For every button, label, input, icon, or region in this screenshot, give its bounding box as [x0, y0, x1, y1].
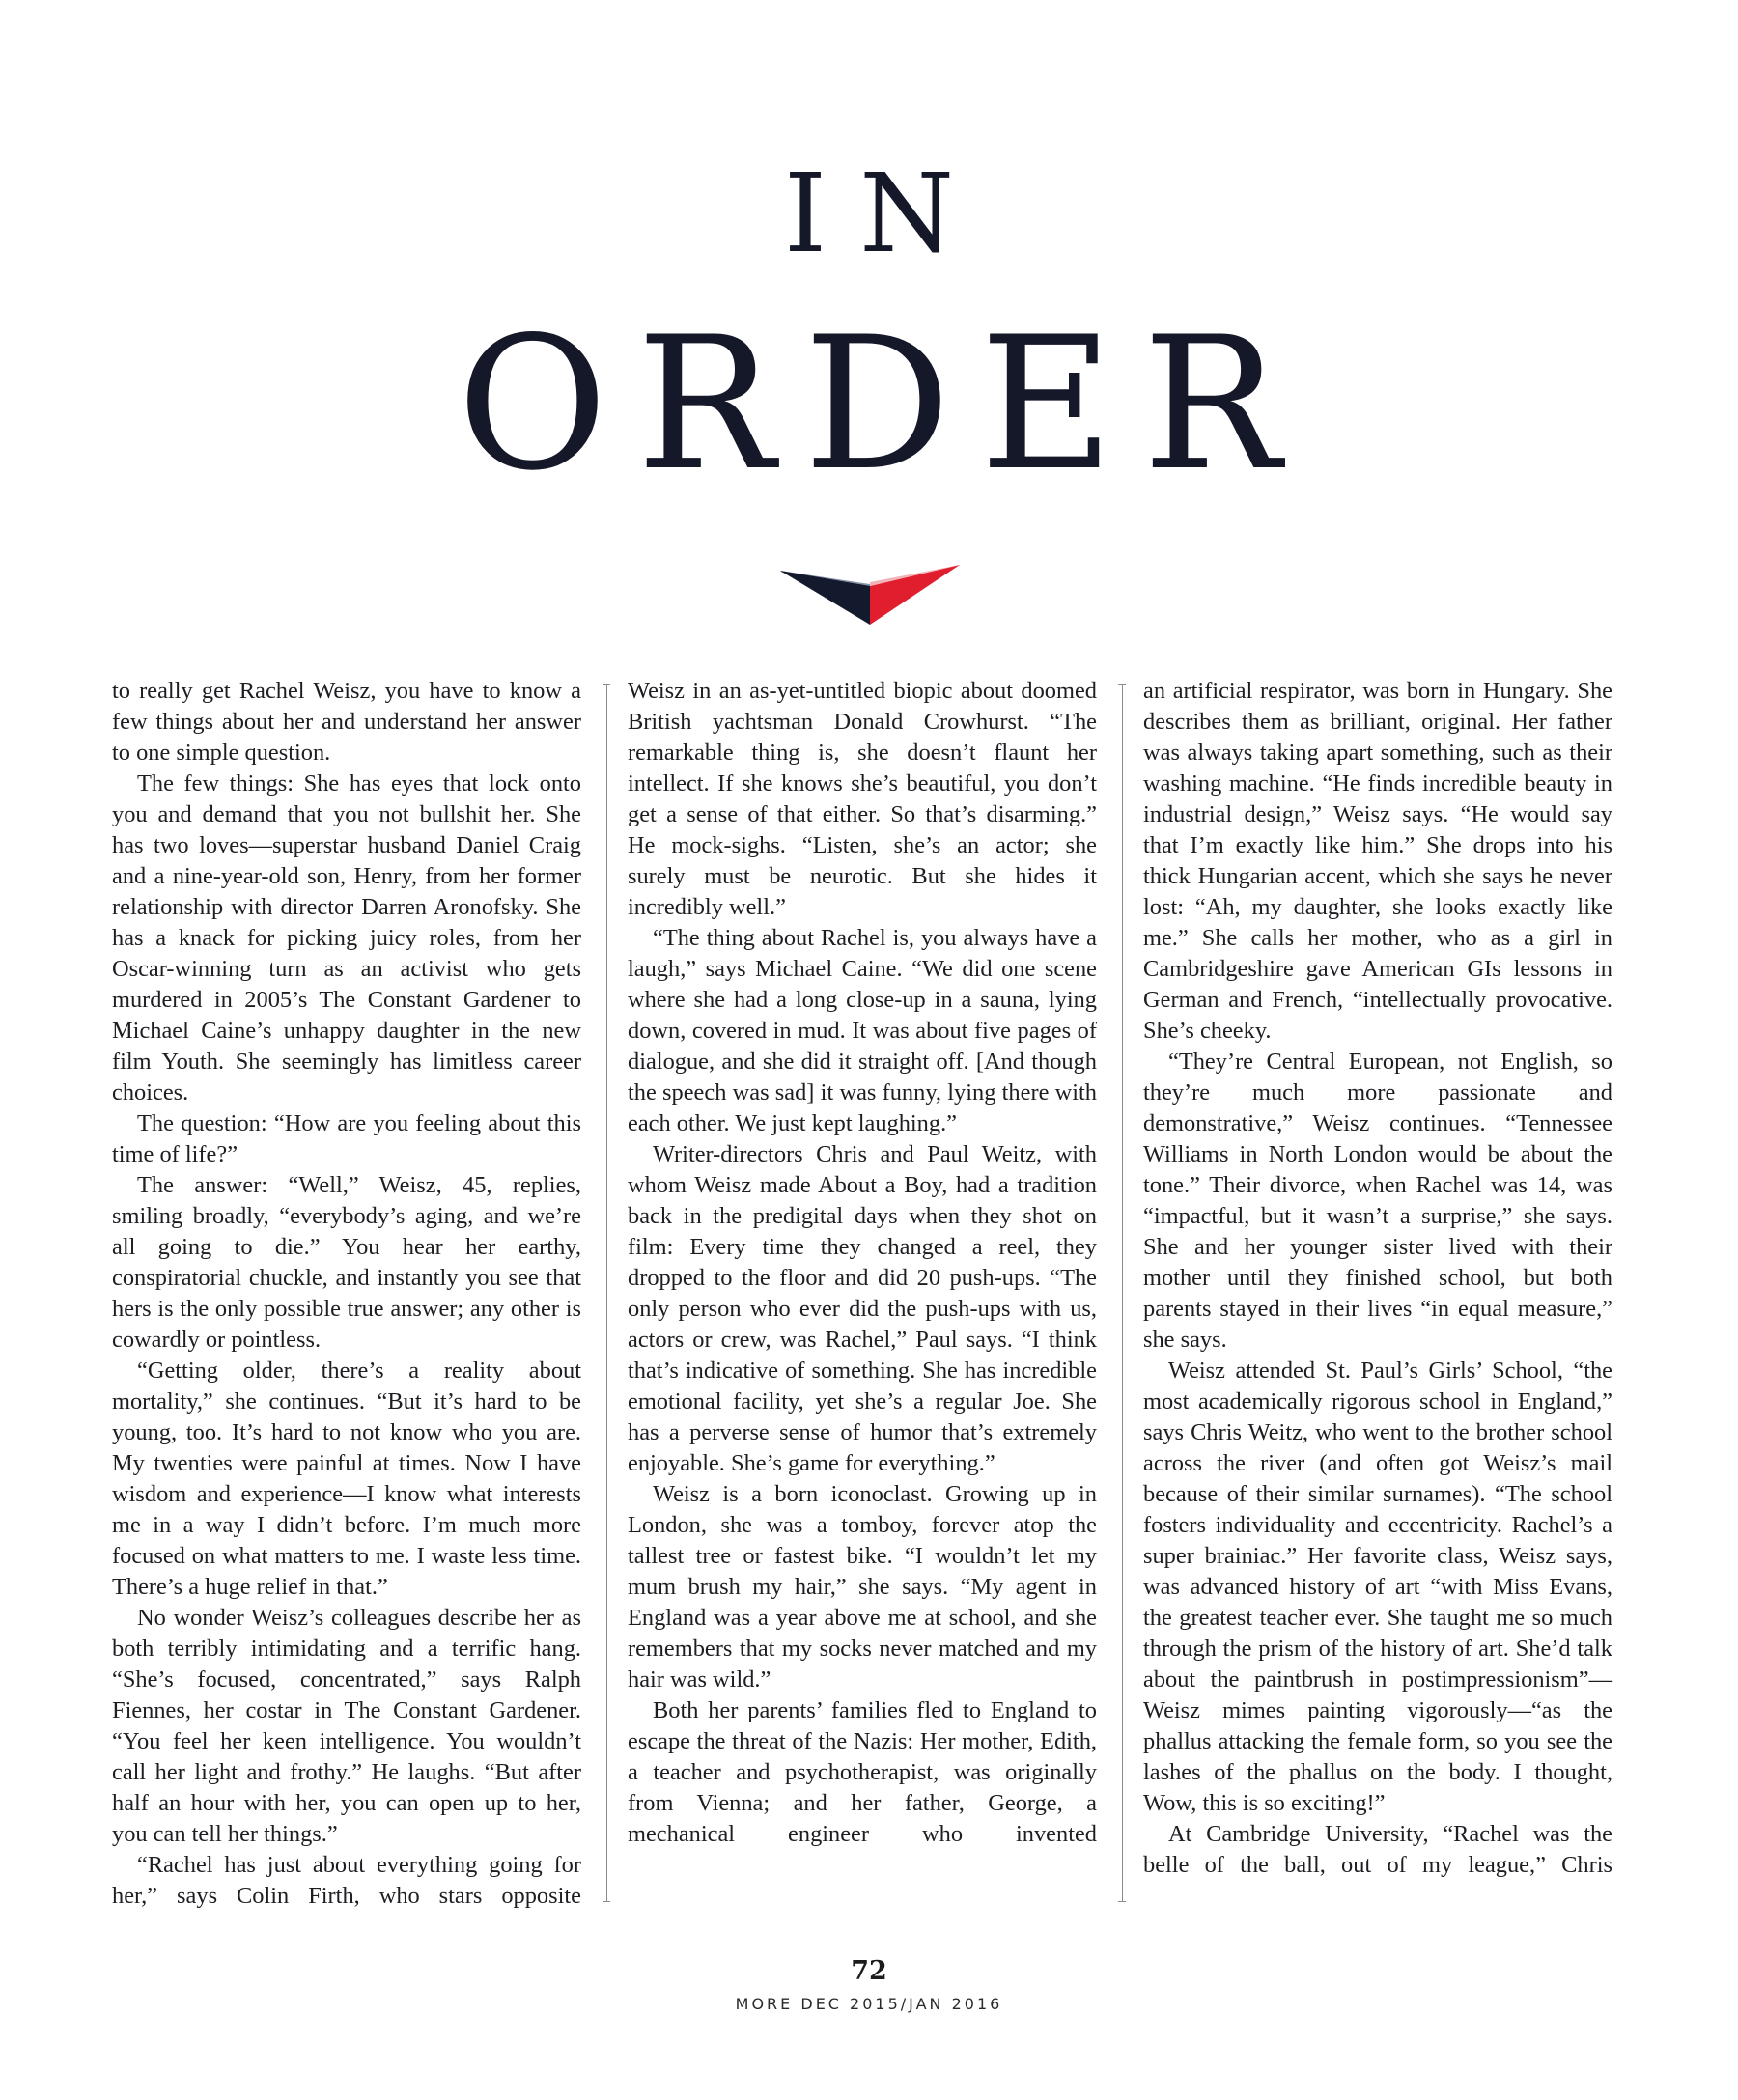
text-column-2 — [628, 676, 1097, 1850]
text-column-1 — [112, 676, 581, 1912]
paragraph: Weisz is a born iconoclast. Growing up in London, she was a tomboy, forever atop the tallest tree or fastest bike. “I wouldn’t let my mum brush my hair,” she says. “My agent in England was a year above me at school, and she remembers that my socks never matched and my hair was wild.” — [628, 1481, 1097, 1693]
paragraph: Both her parents’ families fled to England to escape the threat of the Nazis: Her mother, Edith, a teacher and psychotherapist, was originally from Vienna; and her father, George, a mechanical engineer who invented — [628, 1697, 1097, 1847]
folio: MORE DEC 2015/JAN 2016 — [735, 1995, 1003, 2013]
paragraph: At Cambridge University, “Rachel was the belle of the ball, out of my league,” Chris — [1143, 1821, 1612, 1878]
text-column-3 — [1143, 676, 1612, 1881]
chevron-down-icon — [780, 565, 960, 625]
paragraph: “Rachel has just about everything going for her,” says Colin Firth, who stars opposite — [112, 1852, 581, 1909]
chevron-left-wing — [780, 571, 870, 625]
paragraph: “They’re Central European, not English, so they’re much more passionate and demonstrative,” Weisz continues. “Tennessee Williams in North London would be about the tone.” Their divorce, when Rachel was 14, was “impactful, but it wasn’t a surprise,” she says. She and her younger sister lived with their mother until they finished school, but both parents stayed in their lives “in equal measure,” she says. — [1143, 1049, 1612, 1353]
column-divider — [606, 684, 607, 1902]
paragraph: Writer-directors Chris and Paul Weitz, with whom Weisz made About a Boy, had a tradition back in the predigital days when they shot on film: Every time they changed a reel, they dropped to the floor and did 20 push-ups. “The only person who ever did the push-ups with us, actors or crew, was Rachel,” Paul says. “I think that’s indicative of something. She has incredible emotional facility, yet she’s a regular Joe. She has a perverse sense of humor that’s extremely enjoyable. She’s game for everything.” — [628, 1141, 1097, 1476]
paragraph: The question: “How are you feeling about this time of life?” — [112, 1110, 581, 1167]
paragraph: “Getting older, there’s a reality about mortality,” she continues. “But it’s hard to be young, too. It’s hard to not know who you are. My twenties were painful at times. Now I have wisdom and experience—I know what interests me in a way I didn’t before. I’m much more focused on what matters to me. I waste less time. There’s a huge relief in that.” — [112, 1358, 581, 1600]
column-divider — [1122, 684, 1123, 1902]
paragraph: The answer: “Well,” Weisz, 45, replies, smiling broadly, “everybody’s aging, and we’re all going to die.” You hear her earthy, conspiratorial chuckle, and instantly you see that hers is the only possible true answer; any other is cowardly or pointless. — [112, 1172, 581, 1353]
paragraph: No wonder Weisz’s colleagues describe her as both terribly intimidating and a terrific hang. “She’s focused, concentrated,” says Ralph Fiennes, her costar in The Constant Gardener. “You feel her keen intelligence. You wouldn’t call her light and frothy.” He laughs. “But after half an hour with her, you can open up to her, you can tell her things.” — [112, 1605, 581, 1847]
paragraph: Weisz in an as-yet-untitled biopic about doomed British yachtsman Donald Crowhurst. “The remarkable thing is, she doesn’t flaunt her intellect. If she knows she’s beautiful, you don’t get a sense of that either. So that’s disarming.” He mock-sighs. “Listen, she’s an actor; she surely must be neurotic. But she hides it incredibly well.” — [628, 678, 1097, 920]
paragraph: to really get Rachel Weisz, you have to know a few things about her and understand her answer to one simple question. — [112, 678, 581, 766]
paragraph: an artificial respirator, was born in Hungary. She describes them as brilliant, original. Her father was always taking apart something, such as their washing machine. “He finds incredible beauty in industrial design,” Weisz says. “He would say that I’m exactly like him.” She drops into his thick Hungarian accent, which she says he never lost: “Ah, my daughter, she looks exactly like me.” She calls her mother, who as a girl in Cambridgeshire gave American GIs lessons in German and French, “intellectually provocative. She’s cheeky. — [1143, 678, 1612, 1044]
paragraph: Weisz attended St. Paul’s Girls’ School, “the most academically rigorous school in England,” says Chris Weitz, who went to the brother school across the river (and often got Weisz’s mail because of their similar surnames). “The school fosters individuality and eccentricity. Rachel’s a super brainiac.” Her favorite class, Weisz says, was advanced history of art “with Miss Evans, the greatest teacher ever. She taught me so much through the prism of the history of art. She’d talk about the paintbrush in postimpressionism”—Weisz mimes painting vigorously—“as the phallus attacking the female form, so you see the lashes of the phallus on the body. I thought, Wow, this is so exciting!” — [1143, 1358, 1612, 1816]
headline-in: IN — [783, 152, 988, 277]
headline-order: ORDER — [457, 297, 1310, 511]
paragraph: “The thing about Rachel is, you always have a laugh,” says Michael Caine. “We did one scene where she had a long close-up in a sauna, lying down, covered in mud. It was about five pages of dialogue, and she did it straight off. [And though the speech was sad] it was funny, lying there with each other. We just kept laughing.” — [628, 925, 1097, 1136]
paragraph: The few things: She has eyes that lock onto you and demand that you not bullshit her. She has two loves—superstar husband Daniel Craig and a nine-year-old son, Henry, from her former relationship with director Darren Aronofsky. She has a knack for picking juicy roles, from her Oscar-winning turn as an activist who gets murdered in 2005’s The Constant Gardener to Michael Caine’s unhappy daughter in the new film Youth. She seemingly has limitless career choices. — [112, 770, 581, 1106]
page-number: 72 — [851, 1956, 887, 1986]
